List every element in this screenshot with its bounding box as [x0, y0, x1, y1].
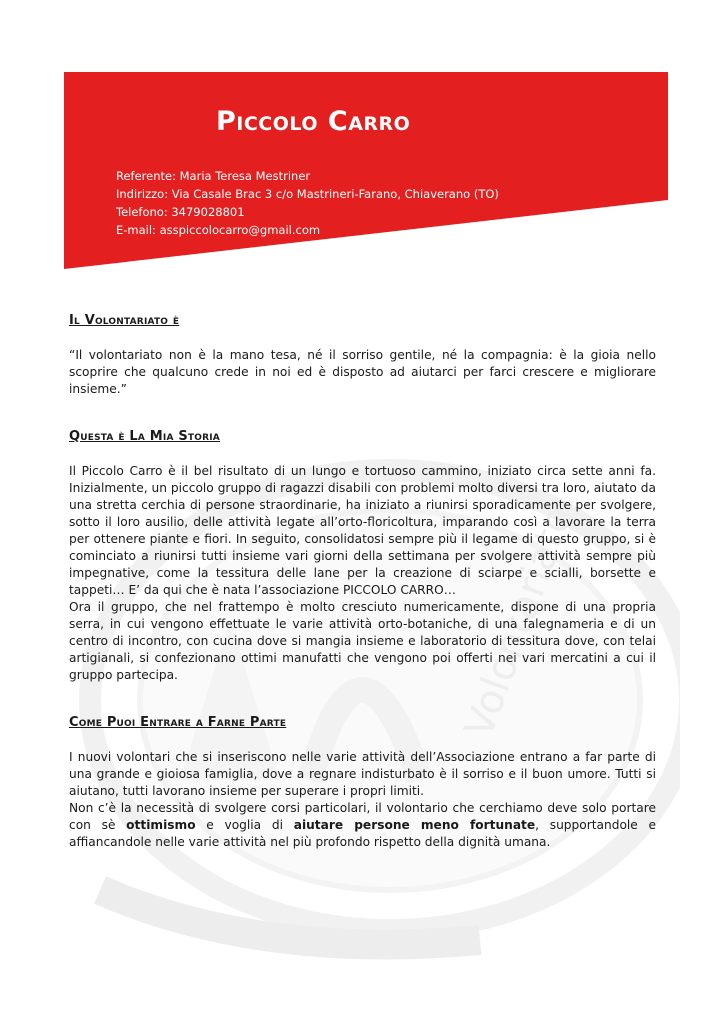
- emphasis-ottimismo: ottimismo: [126, 818, 196, 832]
- entrare-paragraph-1: I nuovi volontari che si inseriscono nelle varie attività dell’Associazione entrano a far parte di una grande e gioiosa famiglia, dove a regnare indisturbato è il sorriso e il buon umore. Tutti si aiutano, tutti lavorano insieme per superare i propri limiti.: [69, 750, 656, 798]
- contact-info: [116, 167, 499, 239]
- volontariato-quote: “Il volontariato non è la mano tesa, né il sorriso gentile, né la compagnia: è la gioia nello scoprire che qualcuno crede in noi ed è disposto ad aiutarci per farci crescere e migliorare insieme.”: [69, 348, 656, 396]
- contact-indirizzo: Indirizzo: Via Casale Brac 3 c/o Mastrineri-Farano, Chiaverano (TO): [116, 187, 499, 201]
- storia-paragraph-1: Il Piccolo Carro è il bel risultato di un lungo e tortuoso cammino, iniziato circa sette anni fa. Inizialmente, un piccolo gruppo di ragazzi disabili con problemi molto diversi tra loro, aiutato da una stretta cerchia di persone straordinarie, ha iniziato a riunirsi sporadicamente per svolgere, sotto il loro ausilio, delle attività legate all’orto-floricoltura, imparando così a lavorare la terra per ottenere piante e fiori. In seguito, consolidatosi sempre più il legame di questo gruppo, si è cominciato a riunirsi tutti insieme vari giorni della settimana per svolgere attività sempre più impegnative, come la tessitura delle lane per la creazione di sciarpe e scialli, borsette e tappeti… E’ da qui che è nata l’associazione PICCOLO CARRO…: [69, 464, 656, 597]
- main-content: [69, 312, 656, 851]
- storia-paragraph-2: Ora il gruppo, che nel frattempo è molto cresciuto numericamente, dispone di una propria serra, in cui vengono effettuate le varie attività orto-botaniche, di una falegnameria e di un centro di incontro, con cucina dove si mangia insieme e laboratorio di tessitura dove, con telai artigianali, si confezionano ottimi manufatti che vengono poi offerti nei vari mercatini a cui il gruppo partecipa.: [69, 600, 656, 682]
- contact-referente: Referente: Maria Teresa Mestriner: [116, 169, 311, 183]
- heading-storia: Questa è La Mia Storia: [69, 429, 220, 444]
- header-banner: [64, 72, 668, 269]
- entrare-paragraph-2: Non c’è la necessità di svolgere corsi particolari, il volontario che cerchiamo deve solo portare con sè ottimismo e voglia di aiutare persone meno fortunate, supportandole e affiancandole nelle varie attività nel più profondo rispetto della dignità umana.: [69, 801, 657, 849]
- contact-telefono: Telefono: 3479028801: [116, 205, 245, 219]
- heading-entrare: Come Puoi Entrare a Farne Parte: [69, 715, 287, 730]
- page-title: Piccolo Carro: [216, 106, 411, 137]
- heading-volontariato: Il Volontariato è: [69, 313, 180, 328]
- emphasis-aiutare: aiutare persone meno fortunate: [293, 818, 536, 832]
- contact-email[interactable]: E-mail: asspiccolocarro@gmail.com: [116, 223, 321, 237]
- watermark-text: Volontariato: [456, 500, 583, 744]
